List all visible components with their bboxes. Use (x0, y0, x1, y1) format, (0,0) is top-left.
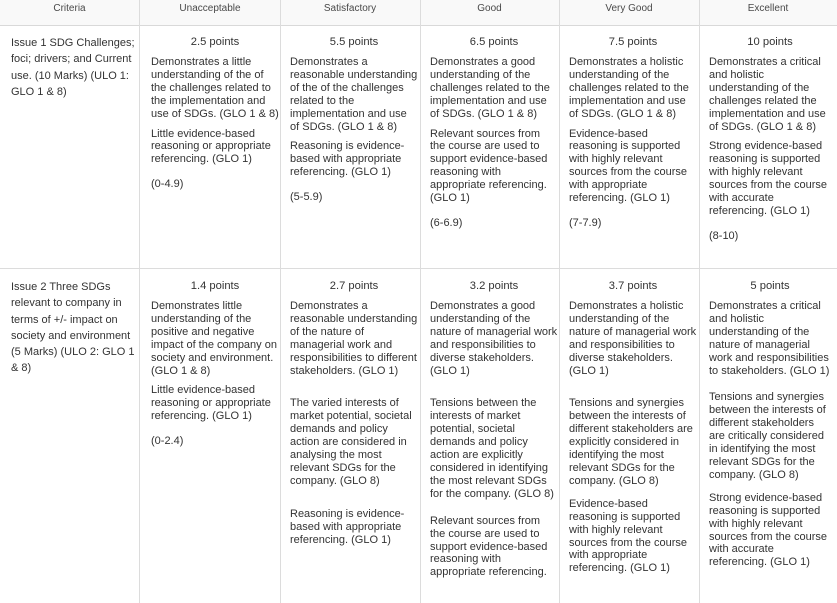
rating-description: Demonstrates a critical and holistic understanding of the challenges related the implementation and use of SDGs. (GLO 1 & 8) (709, 56, 826, 133)
rating-description: Reasoning is evidence-based with appropriate referencing. (GLO 1) (290, 140, 405, 179)
header-level-good: Good (420, 0, 559, 26)
rating-cell[interactable] (430, 36, 558, 230)
rating-description: Tensions and synergies between the interests of different stakeholders are critically considered in identifying the most relevant SDGs for the company. (GLO 8) (709, 391, 826, 481)
rating-description: Relevant sources from the course are used to support evidence-based reasoning with appropriate referencing. (430, 514, 548, 579)
rating-description: Reasoning is evidence-based with appropriate referencing. (GLO 1) (290, 507, 405, 546)
rating-description: Little evidence-based reasoning or appropriate referencing. (GLO 1) (151, 384, 271, 423)
criterion-issue-2: Issue 2 Three SDGs relevant to company in terms of +/- impact on society and environment (5 Marks) (ULO 2: GLO 1 & 8) (11, 281, 135, 375)
rating-points: 6.5 points (469, 36, 519, 48)
rating-cell[interactable] (569, 36, 697, 230)
rating-cell[interactable] (709, 280, 831, 576)
rating-range: (8-10) (709, 229, 739, 242)
rating-description: Demonstrates a little understanding of the of the challenges related to the implementation and use of SDGs. (GLO 1 & 8) (151, 56, 279, 120)
header-level-excellent: Excellent (699, 0, 837, 26)
header-level-unacceptable: Unacceptable (140, 0, 280, 26)
rating-points: 1.4 points (190, 280, 240, 292)
rating-description: Strong evidence-based reasoning is supported with highly relevant sources from the course with accurate referencing. (GLO 1) (709, 491, 827, 569)
rating-description: Evidence-based reasoning is supported with highly relevant sources from the course with appropriate referencing. (GLO 1) (569, 497, 687, 575)
rating-range: (0-4.9) (151, 178, 184, 191)
column-divider (420, 0, 421, 603)
rating-cell[interactable] (290, 36, 418, 204)
column-divider (139, 0, 140, 603)
rating-cell[interactable] (430, 280, 558, 586)
rating-description: Demonstrates a reasonable understanding of the nature of managerial work and responsibilities to different stakeholders. (GLO 1) (290, 300, 418, 377)
rating-description: Relevant sources from the course are used to support evidence-based reasoning with appropriate referencing. (GLO 1) (430, 127, 548, 205)
row-divider (0, 268, 837, 269)
rating-points: 10 points (747, 36, 793, 48)
rating-range: (7-7.9) (569, 216, 602, 229)
rating-range: (0-2.4) (151, 435, 184, 448)
rating-points: 3.2 points (469, 280, 519, 292)
rating-description: The varied interests of market potential, societal demands and policy action are considered in analysing the most relevant SDGs for the company. (GLO 8) (290, 397, 412, 487)
rating-range: (6-6.9) (430, 216, 463, 229)
rating-description: Tensions between the interests of market potential, societal demands and policy action are explicitly considered in identifying the most relevant SDGs for the company. (GLO 8) (430, 397, 554, 500)
rating-description: Demonstrates a critical and holistic understanding of the nature of managerial work and responsibilities to stakeholders. (GLO 1) (709, 300, 830, 377)
rating-description: Demonstrates a holistic understanding of the challenges related to the implementation and use of SDGs. (GLO 1 & 8) (569, 56, 689, 120)
criterion-issue-1: Issue 1 SDG Challenges; foci; drivers; and Current use. (10 Marks) (ULO 1: GLO 1 & 8) (11, 37, 135, 98)
rating-range: (5-5.9) (290, 191, 323, 204)
header-criteria: Criteria (0, 0, 139, 26)
column-divider (559, 0, 560, 603)
rating-description: Demonstrates a reasonable understanding of the of the challenges related to the implementation and use of SDGs. (GLO 1 & 8) (290, 56, 418, 133)
header-level-satisfactory: Satisfactory (280, 0, 420, 26)
rating-cell[interactable] (709, 36, 831, 243)
rating-description: Demonstrates a good understanding of the challenges related to the implementation and use of SDGs. (GLO 1 & 8) (430, 56, 550, 120)
rating-points: 5.5 points (329, 36, 379, 48)
rating-description: Little evidence-based reasoning or appropriate referencing. (GLO 1) (151, 127, 271, 166)
rating-points: 5 points (750, 280, 790, 292)
rating-cell[interactable] (151, 280, 279, 448)
rating-points: 2.7 points (329, 280, 379, 292)
column-divider (699, 0, 700, 603)
header-level-very-good: Very Good (559, 0, 699, 26)
rating-description: Demonstrates a good understanding of the nature of managerial work and responsibilities to diverse stakeholders. (GLO 1) (430, 300, 558, 377)
rating-description: Strong evidence-based reasoning is supported with highly relevant sources from the course with accurate referencing. (GLO 1) (709, 140, 827, 217)
rating-description: Evidence-based reasoning is supported with highly relevant sources from the course with appropriate referencing. (GLO 1) (569, 127, 687, 205)
rating-description: Demonstrates little understanding of the positive and negative impact of the company on society and environment. (GLO 1 & 8) (151, 300, 277, 377)
rating-cell[interactable] (569, 280, 697, 582)
rating-description: Demonstrates a holistic understanding of the nature of managerial work and responsibilities to diverse stakeholders. (GLO 1) (569, 300, 697, 377)
rating-cell[interactable] (151, 36, 279, 191)
rating-cell[interactable] (290, 280, 418, 554)
rating-points: 7.5 points (608, 36, 658, 48)
rating-points: 2.5 points (190, 36, 240, 48)
rating-points: 3.7 points (608, 280, 658, 292)
rating-description: Tensions and synergies between the interests of different stakeholders are explicitly considered in identifying the most relevant SDGs for the company. (GLO 8) (569, 397, 693, 487)
column-divider (280, 0, 281, 603)
